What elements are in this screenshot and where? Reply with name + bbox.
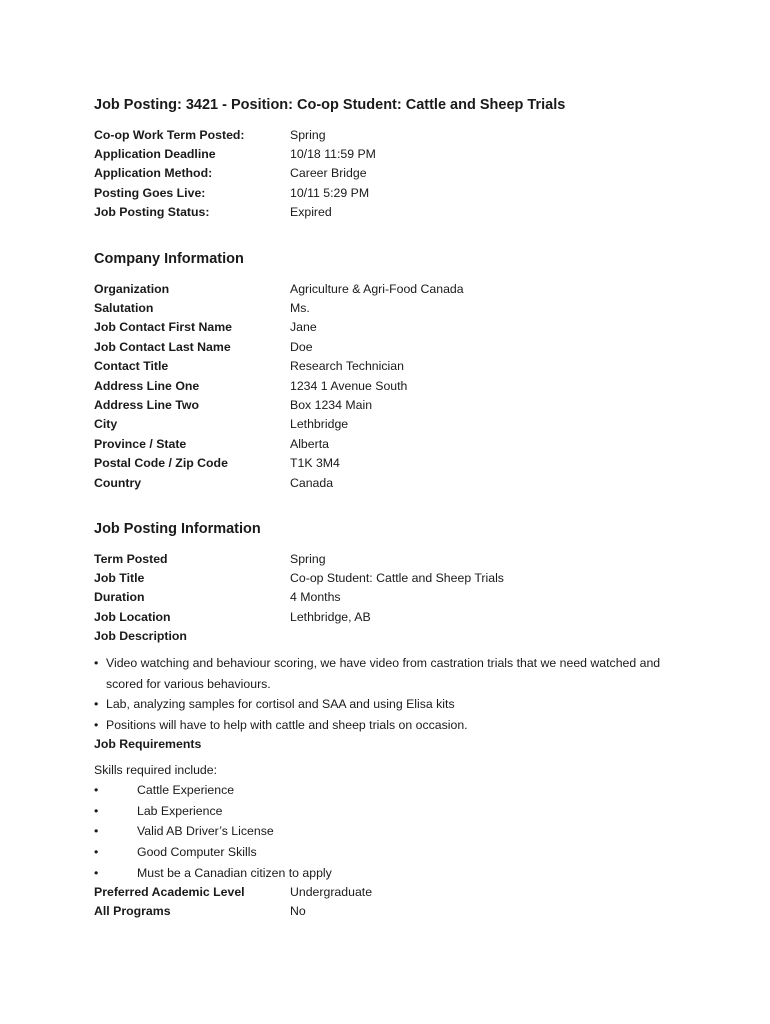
job-row [94,568,694,587]
job-description-list [94,653,694,735]
row-label: Job Title [94,571,145,586]
company-row [94,279,694,298]
list-item-text: Must be a Canadian citizen to apply [137,865,332,880]
row-label: Contact Title [94,359,169,374]
row-value: Jane [290,320,317,335]
bullet-glyph: • [94,865,99,880]
row-label: Salutation [94,301,154,316]
row-value: 10/18 11:59 PM [290,147,376,162]
job-requirements-label: Job Requirements [94,737,202,751]
job-description-label: Job Description [94,629,187,643]
row-label: Application Deadline [94,147,216,162]
summary-table [94,125,694,222]
company-heading: Company Information [94,251,244,267]
job-row [94,882,694,901]
bullet-glyph: • [94,845,99,860]
row-label: Co-op Work Term Posted: [94,127,245,142]
row-label: Job Contact First Name [94,320,233,335]
skills-intro: Skills required include: [94,763,218,777]
summary-row [94,144,694,163]
row-label: Address Line One [94,378,200,393]
summary-row [94,203,694,222]
row-label: Job Posting Status: [94,205,210,220]
job-row [94,901,694,920]
list-item [94,715,694,736]
company-row [94,337,694,356]
company-row [94,395,694,414]
row-value: Alberta [290,436,329,451]
row-label: Term Posted [94,551,168,566]
list-item [94,694,694,715]
row-value: T1K 3M4 [290,456,340,471]
list-item [94,653,694,694]
row-value: Research Technician [290,359,404,374]
list-item-text: Cattle Experience [137,783,235,798]
row-label: Preferred Academic Level [94,884,245,899]
bullet-glyph: • [94,824,99,839]
skills-list [94,780,694,883]
row-label: All Programs [94,904,171,919]
row-label: Job Location [94,609,171,624]
row-label: Address Line Two [94,398,199,413]
row-label: Duration [94,590,145,605]
company-row [94,473,694,492]
summary-row [94,183,694,202]
list-item [94,821,694,842]
company-row [94,415,694,434]
list-item-text: Valid AB Driver’s License [137,824,274,839]
posting-title: Job Posting: 3421 - Position: Co-op Student: Cattle and Sheep Trials [94,97,566,113]
bullet-glyph: • [94,803,99,818]
bullet-glyph: • [94,783,99,798]
row-label: City [94,417,118,432]
list-item-text: Positions will have to help with cattle and sheep trials on occasion. [106,717,468,732]
company-row [94,318,694,337]
company-row [94,298,694,317]
row-value: Spring [290,127,326,142]
row-value: Undergraduate [290,884,373,899]
row-value: Co-op Student: Cattle and Sheep Trials [290,571,504,586]
list-item-text: Lab, analyzing samples for cortisol and SAA and using Elisa kits [106,697,455,711]
row-value: 10/11 5:29 PM [290,185,370,200]
list-item-text: Video watching and behaviour scoring, we have video from castration trials that we need watched and scored for various behaviours. [106,656,661,691]
job-row [94,549,694,568]
row-value: No [290,904,306,919]
row-label: Postal Code / Zip Code [94,456,228,471]
summary-row [94,125,694,144]
list-item-text: Lab Experience [137,803,223,818]
row-label: Organization [94,281,170,296]
job-row [94,588,694,607]
company-row [94,357,694,376]
job-table [94,549,694,627]
row-value: Ms. [290,301,310,316]
company-row [94,376,694,395]
bullet-glyph: • [94,717,99,732]
job-tail-table [94,882,694,921]
row-value: Lethbridge, AB [290,609,371,624]
row-value: Lethbridge [290,417,349,432]
list-item [94,842,694,863]
row-label: Country [94,475,142,490]
row-value: 1234 1 Avenue South [290,378,408,393]
row-value: Spring [290,551,326,566]
company-table [94,279,694,492]
row-value: Canada [290,475,334,490]
row-value: Career Bridge [290,166,367,181]
row-label: Posting Goes Live: [94,185,206,200]
summary-row [94,164,694,183]
list-item [94,780,694,801]
row-label: Province / State [94,436,187,451]
bullet-glyph: • [94,697,99,711]
job-row [94,607,694,626]
list-item [94,801,694,822]
row-value: Expired [290,205,332,220]
row-label: Job Contact Last Name [94,339,231,354]
list-item [94,862,694,883]
row-value: Agriculture & Agri-Food Canada [290,281,464,296]
row-value: 4 Months [290,590,341,605]
row-label: Application Method: [94,166,213,181]
list-item-text: Good Computer Skills [137,845,257,860]
row-value: Doe [290,339,313,354]
company-row [94,434,694,453]
bullet-glyph: • [94,656,99,670]
job-heading: Job Posting Information [94,521,261,537]
row-value: Box 1234 Main [290,398,373,413]
company-row [94,454,694,473]
